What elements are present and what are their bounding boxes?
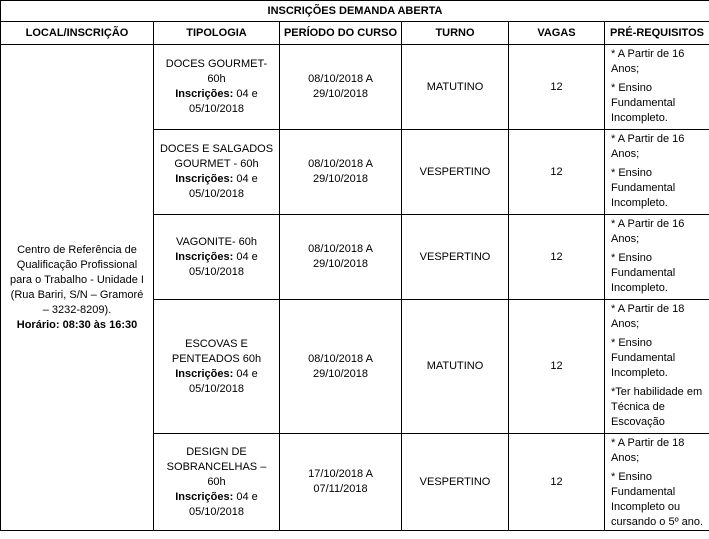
inscricoes-label: Inscrições: [175, 367, 234, 380]
header-tipologia: TIPOLOGIA [154, 22, 280, 45]
requisitos-cell [605, 300, 709, 434]
requisitos-cell [605, 434, 709, 531]
requisitos-cell [605, 130, 709, 215]
tipologia-name: DOCES GOURMET-60h [165, 58, 268, 85]
tipologia-name: DOCES E SALGADOS GOURMET - 60h [159, 143, 274, 170]
header-requisitos: PRÉ-REQUISITOS [605, 22, 709, 45]
inscricoes-label: Inscrições: [175, 250, 234, 263]
requisito-item: * A Partir de 16 Anos; [611, 133, 685, 160]
inscricoes-line [158, 367, 275, 397]
tipologia-name: ESCOVAS E PENTEADOS 60h [171, 337, 262, 365]
turno-cell: VESPERTINO [402, 215, 509, 300]
requisito-item: * Ensino Fundamental Incompleto. [611, 337, 676, 379]
local-cell [1, 45, 154, 531]
inscricoes-dates: 04 e 05/10/2018 [188, 173, 258, 200]
requisito-item: * Ensino Fundamental Incompleto. [611, 252, 676, 294]
local-text: Centro de Referência de Qualificação Profissional para o Trabalho - Unidade I (Rua Bariri, S/N – Gramoré – 3232-8209). [10, 243, 144, 316]
requisitos-cell [605, 215, 709, 300]
requisito-item: * A Partir de 16 Anos; [611, 218, 685, 245]
tipologia-name: VAGONITE- 60h [175, 235, 258, 248]
inscricoes-line [158, 172, 275, 202]
inscricoes-dates: 04 e 05/10/2018 [188, 490, 258, 518]
horario-text: Horário: 08:30 às 16:30 [16, 318, 138, 331]
inscricoes-line [158, 87, 275, 117]
tipologia-cell [154, 45, 280, 130]
requisito-item: * Ensino Fundamental Incompleto. [611, 167, 676, 209]
turno-cell: VESPERTINO [402, 130, 509, 215]
vagas-cell: 12 [509, 130, 605, 215]
tipologia-cell [154, 300, 280, 434]
tipologia-name: DESIGN DE SOBRANCELHAS – 60h [166, 445, 267, 488]
header-local: LOCAL/INSCRIÇÃO [1, 22, 154, 45]
header-row [1, 22, 709, 45]
inscricoes-line [158, 490, 275, 520]
table-row [1, 45, 709, 130]
periodo-cell: 08/10/2018 A 29/10/2018 [280, 45, 402, 130]
periodo-cell: 17/10/2018 A 07/11/2018 [280, 434, 402, 531]
turno-cell: VESPERTINO [402, 434, 509, 531]
header-periodo: PERÍODO DO CURSO [280, 22, 402, 45]
requisito-item: *Ter habilidade em Técnica de Escovação [611, 386, 703, 428]
periodo-cell: 08/10/2018 A 29/10/2018 [280, 300, 402, 434]
vagas-cell: 12 [509, 300, 605, 434]
inscricoes-label: Inscrições: [175, 173, 234, 185]
periodo-cell: 08/10/2018 A 29/10/2018 [280, 130, 402, 215]
tipologia-cell [154, 130, 280, 215]
tipologia-cell [154, 434, 280, 531]
inscricoes-dates: 04 e 05/10/2018 [188, 367, 258, 395]
vagas-cell: 12 [509, 434, 605, 531]
requisito-item: * A Partir de 18 Anos; [611, 303, 685, 330]
inscricoes-line [158, 250, 275, 280]
inscricoes-label: Inscrições: [175, 490, 234, 503]
tipologia-cell [154, 215, 280, 300]
requisitos-cell [605, 45, 709, 130]
turno-cell: MATUTINO [402, 45, 509, 130]
table-title: INSCRIÇÕES DEMANDA ABERTA [1, 1, 709, 22]
header-turno: TURNO [402, 22, 509, 45]
inscricoes-dates: 04 e 05/10/2018 [188, 250, 258, 278]
inscricoes-dates: 04 e 05/10/2018 [188, 88, 258, 115]
requisito-item: * Ensino Fundamental Incompleto ou cursando o 5º ano. [611, 471, 704, 528]
inscricoes-label: Inscrições: [175, 88, 234, 100]
requisito-item: * A Partir de 16 Anos; [611, 48, 685, 75]
requisito-item: * Ensino Fundamental Incompleto. [611, 82, 676, 124]
requisito-item: * A Partir de 18 Anos; [611, 437, 685, 464]
turno-cell: MATUTINO [402, 300, 509, 434]
periodo-cell: 08/10/2018 A 29/10/2018 [280, 215, 402, 300]
header-vagas: VAGAS [509, 22, 605, 45]
vagas-cell: 12 [509, 45, 605, 130]
vagas-cell: 12 [509, 215, 605, 300]
